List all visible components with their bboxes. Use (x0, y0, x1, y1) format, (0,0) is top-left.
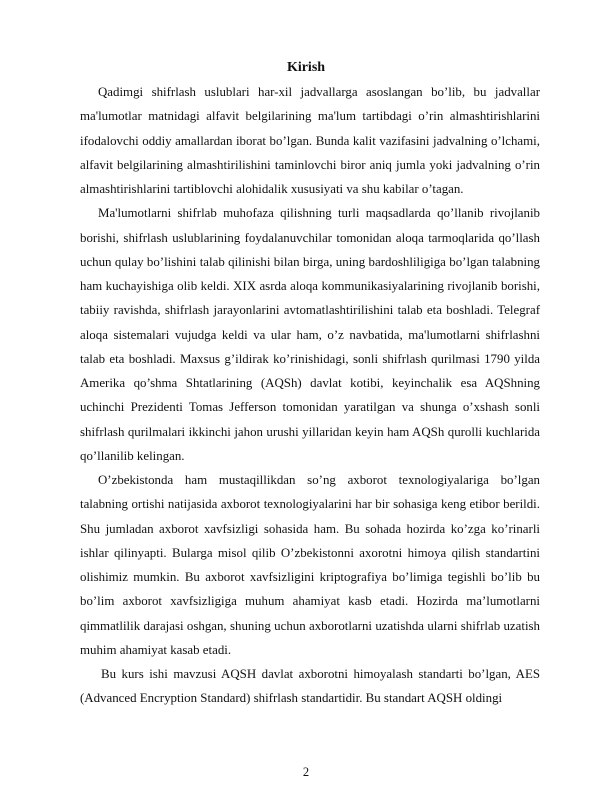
page-number: 2 (302, 765, 310, 779)
paragraph-4: Bu kurs ishi mavzusi AQSH davlat axborotni himoyalash standarti bo’lgan, AES (Advanced Encryption Standard) shifrlash standartidir. Bu standart AQSH oldingi (80, 667, 540, 706)
page-title: Kirish (286, 60, 326, 75)
paragraph-2: Ma'lumotlarni shifrlab muhofaza qilishning turli maqsadlarda qo’llanib rivojlanib borishi, shifrlash uslublarining foydalanuvchilar tomonidan aloqa tarmoqlarida qo’llash uchun qulay bo’lishini talab qilinishi bilan birga, uning bardoshliligiga bo’lgan talabning ham kuchayishiga olib keldi. XIX asrda aloqa kommunikasiyalarining rivojlanib borishi, tabiiy ravishda, shifrlash jarayonlarini avtomatlashtirilishini talab eta boshladi. Telegraf aloqa sistemalari vujudga keldi va ular ham, o’z navbatida, ma'lumotlarni shifrlashni talab eta boshladi. Maxsus g’ildirak ko’rinishidagi, sonli shifrlash qurilmasi 1790 yilda Amerika qo’shma Shtatlarining (AQSh) davlat kotibi, keyinchalik esa AQShning uchinchi Prezidenti Tomas Jefferson tomonidan yaratilgan va shunga o’xshash sonli shifrlash qurilmalari ikkinchi jahon urushi yillaridan keyin ham AQSh qurolli kuchlarida qo’llanilib kelingan. (80, 206, 540, 463)
body-text (80, 80, 540, 711)
paragraph-3: O’zbekistonda ham mustaqillikdan so’ng axborot texnologiyalariga bo’lgan talabning ortishi natijasida axborot texnologiyalarini har bir sohasiga keng etibor berildi. Shu jumladan axborot xavfsizligi sohasida ham. Bu sohada hozirda ko’zga ko’rinarli ishlar qilinyapti. Bularga misol qilib O’zbekistonni axorotni himoya qilish standartini olishimiz mumkin. Bu axborot xavfsizligini kriptografiya bo’limiga tegishli bo’lib bu bo’lim axborot xavfsizligiga muhum ahamiyat kasb etadi. Hozirda ma’lumotlarni qimmatlilik darajasi oshgan, shuning uchun axborotlarni uzatishda ularni shifrlab uzatish muhim ahamiyat kasab etadi. (80, 473, 540, 657)
paragraph-1: Qadimgi shifrlash uslublari har-xil jadvallarga asoslangan bo’lib, bu jadvallar ma'lumotlar matnidagi alfavit belgilarining ma'lum tartibdagi o’rin almashtirishlarini ifodalovchi oddiy amallardan iborat bo’lgan. Bunda kalit vazifasini jadvalning o’lchami, alfavit belgilarining almashtirilishini taminlovchi biror aniq jumla yoki jadvalning o’rin almashtirishlarini tartiblovchi alohidalik xususiyati va shu kabilar o’tagan. (80, 85, 540, 196)
